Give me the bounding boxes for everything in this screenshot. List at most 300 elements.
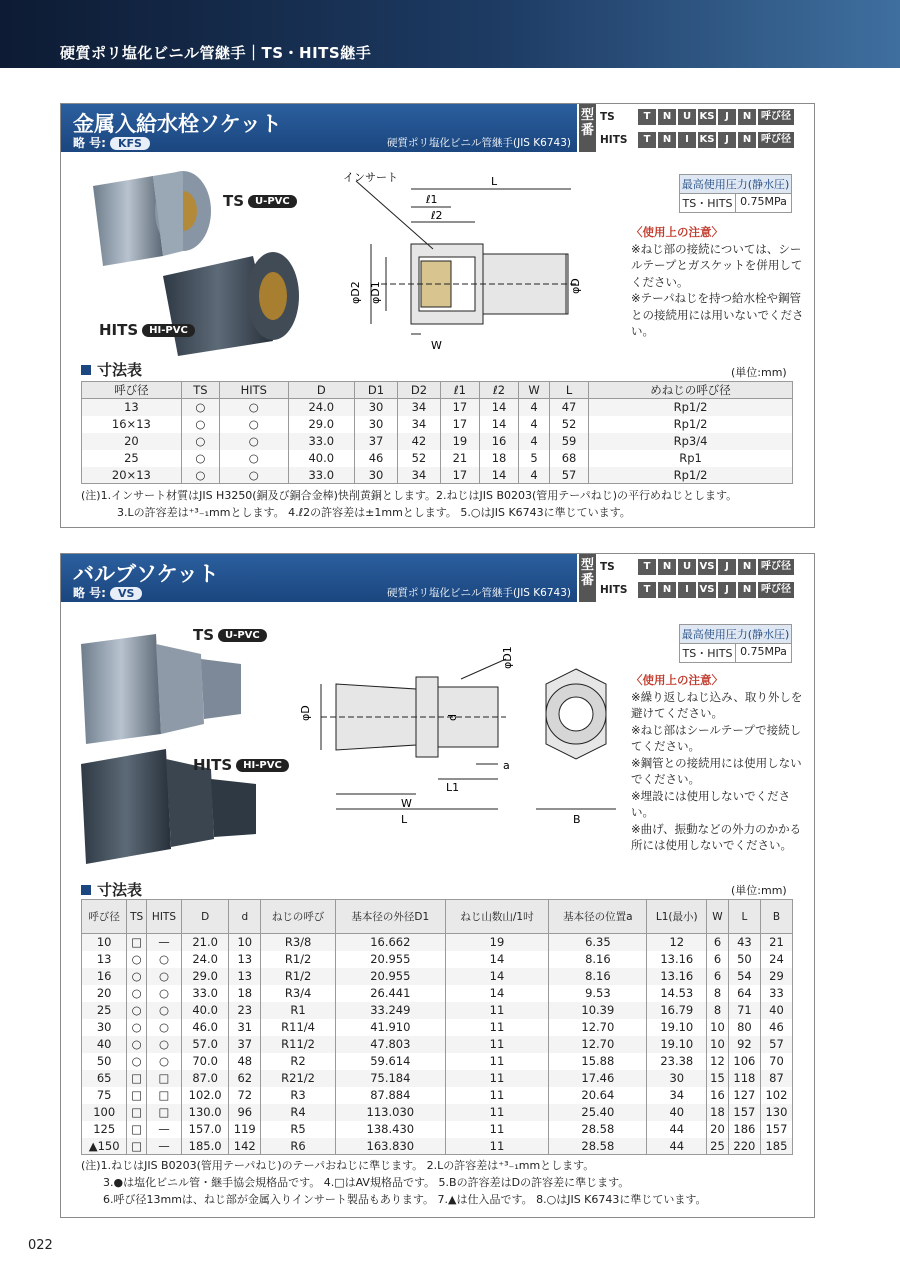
table-row [82,1087,793,1104]
diag-l2: ℓ2 [431,209,443,222]
footnote: 6.呼び径13mmは、ねじ部が金属入りインサート製品もあります。 7.▲は仕入品です。 8.○はJIS K6743に準じています。 [103,1193,707,1206]
table-cell: 18 [479,450,518,467]
table-row [82,968,793,985]
table-cell: 46.0 [181,1019,228,1036]
table-cell: 59.614 [335,1053,445,1070]
table-cell: 34 [647,1087,707,1104]
table-cell: 6 [707,934,729,951]
header-title: 硬質ポリ塩化ビニル管継手｜TS・HITS継手 [60,44,372,62]
dimension-diagram-kfs [341,169,581,359]
table-cell: 185 [760,1138,792,1155]
table-cell: 11 [445,1036,549,1053]
column-header: W [519,382,550,399]
table-row [82,1070,793,1087]
table-cell: 28.58 [549,1121,647,1138]
table-cell: 130 [760,1104,792,1121]
table-cell: 113.030 [335,1104,445,1121]
table-cell: 75.184 [335,1070,445,1087]
table-cell: 92 [728,1036,760,1053]
table-cell: — [146,1138,181,1155]
column-header: 基本径の外径D1 [335,900,445,934]
table-cell: 138.430 [335,1121,445,1138]
column-header: TS [127,900,147,934]
table-cell: 186 [728,1121,760,1138]
table-cell: □ [127,934,147,951]
standard-label: 硬質ポリ塩化ビニル管継手(JIS K6743) [387,137,571,149]
table-cell: ○ [181,467,219,484]
table-cell: 14 [445,951,549,968]
table-cell: 21 [440,450,479,467]
diag-D1: φD1 [369,281,382,304]
table-cell: ○ [127,951,147,968]
table-cell: 14.53 [647,985,707,1002]
section-title-bar [61,104,577,152]
table-cell: 9.53 [549,985,647,1002]
table-cell: 185.0 [181,1138,228,1155]
diag-L1: L1 [446,781,460,794]
table-cell: 68 [550,450,589,467]
diag-L: L [491,175,498,188]
usage-notes: 〈使用上の注意〉 ※ねじ部の接続については、シールテープとガスケットを併用してください。 ※テーパねじを持つ給水栓や鋼管との接続用には用いないでください。 [631,224,811,340]
table-cell: R11/2 [261,1036,336,1053]
table-cell: ○ [146,1036,181,1053]
photo-label-ts: TS U-PVC [193,626,267,644]
table-cell: 130.0 [181,1104,228,1121]
table-cell: R11/4 [261,1019,336,1036]
unit-label: (単位:mm) [731,366,787,379]
type-tag: 型番 [579,104,596,152]
table-cell: 4 [519,467,550,484]
type-row-hits: HITS T N I KS J N 呼び径 [598,129,816,151]
table-cell: 15.88 [549,1053,647,1070]
table-cell: 33.249 [335,1002,445,1019]
table-cell: 19 [440,433,479,450]
table-cell: ○ [220,416,288,433]
column-header: L [728,900,760,934]
table-cell: ○ [146,951,181,968]
table-cell: ○ [127,985,147,1002]
table-cell: 65 [82,1070,127,1087]
table-cell: 46 [760,1019,792,1036]
table-cell: 20.955 [335,951,445,968]
table-cell: 43 [728,934,760,951]
table-cell: 12 [647,934,707,951]
table-cell: 20 [707,1121,729,1138]
column-header: HITS [146,900,181,934]
table-cell: 11 [445,1053,549,1070]
diag-B: B [573,813,581,826]
table-cell: 13.16 [647,968,707,985]
table-cell: 20.64 [549,1087,647,1104]
table-row [82,1019,793,1036]
table-cell: 16 [479,433,518,450]
table-cell: 17.46 [549,1070,647,1087]
dimension-table-title: 寸法表 [81,879,142,900]
table-cell: 118 [728,1070,760,1087]
column-header: めねじの呼び径 [589,382,793,399]
table-cell: 4 [519,416,550,433]
table-cell: 24.0 [288,399,355,416]
column-header: 呼び径 [82,900,127,934]
table-cell: ○ [181,450,219,467]
table-cell: 33.0 [288,467,355,484]
table-cell: 70 [760,1053,792,1070]
table-row [82,1036,793,1053]
dimension-table-vs [81,899,793,1155]
table-cell: 11 [445,1087,549,1104]
table-cell: 87 [760,1070,792,1087]
table-cell: 30 [647,1070,707,1087]
table-cell: □ [146,1087,181,1104]
table-cell: 31 [229,1019,261,1036]
table-cell: R5 [261,1121,336,1138]
table-cell: 40.0 [181,1002,228,1019]
table-cell: □ [127,1104,147,1121]
pressure-box: 最高使用圧力(静水圧) TS・HITS 0.75MPa [679,624,792,663]
table-cell: 42 [397,433,440,450]
table-cell: 57.0 [181,1036,228,1053]
table-cell: 16.79 [647,1002,707,1019]
footnote: (注)1.ねじはJIS B0203(管用テーパねじ)のテーパおねじに準じます。 2.Lの許容差は⁺³₋₁mmとします。 [81,1159,595,1172]
table-cell: □ [127,1138,147,1155]
table-cell: 75 [82,1087,127,1104]
table-cell: 34 [397,467,440,484]
table-cell: □ [146,1070,181,1087]
table-cell: 26.441 [335,985,445,1002]
table-cell: ○ [146,1053,181,1070]
table-cell: ○ [181,433,219,450]
table-cell: 11 [445,1019,549,1036]
table-cell: Rp1/2 [589,416,793,433]
table-cell: 125 [82,1121,127,1138]
table-cell: 17 [440,416,479,433]
column-header: L1(最小) [647,900,707,934]
table-cell: 37 [229,1036,261,1053]
table-cell: 8.16 [549,968,647,985]
table-cell: 16 [707,1087,729,1104]
table-cell: 34 [397,399,440,416]
table-row [82,1053,793,1070]
diag-L: L [401,813,408,826]
table-cell: □ [127,1087,147,1104]
table-cell: 4 [519,433,550,450]
table-cell: ○ [146,1019,181,1036]
note: ※繰り返しねじ込み、取り外しを避けてください。 [631,689,803,720]
table-cell: 102.0 [181,1087,228,1104]
standard-label: 硬質ポリ塩化ビニル管継手(JIS K6743) [387,587,571,599]
table-cell: R6 [261,1138,336,1155]
section-title-bar [61,554,577,602]
table-cell: 34 [397,416,440,433]
table-cell: 50 [82,1053,127,1070]
diag-d: d [446,714,459,721]
table-cell: 157 [760,1121,792,1138]
table-cell: 6.35 [549,934,647,951]
dimension-table-kfs [81,381,793,484]
table-cell: 47 [550,399,589,416]
table-cell: 44 [647,1138,707,1155]
table-cell: 40.0 [288,450,355,467]
table-cell: 11 [445,1070,549,1087]
table-cell: 24 [760,951,792,968]
note: ※ねじ部はシールテープで接続してください。 [631,722,802,753]
table-cell: 6 [707,951,729,968]
table-cell: 30 [82,1019,127,1036]
column-header: ℓ1 [440,382,479,399]
note: ※埋設には使用しないでください。 [631,788,791,819]
note: ※テーパねじを持つ給水栓や鋼管との接続用には用いないでください。 [631,291,804,338]
column-header: ねじの呼び [261,900,336,934]
table-cell: 14 [479,467,518,484]
table-cell: 19 [445,934,549,951]
table-cell: 8 [707,1002,729,1019]
section-title: バルブソケット [73,562,219,586]
product-photo-vs [76,619,276,869]
table-cell: 10 [707,1036,729,1053]
table-cell: 106 [728,1053,760,1070]
table-cell: R1/2 [261,951,336,968]
abbr: 略 号: KFS [73,134,150,151]
table-cell: 13 [229,951,261,968]
table-cell: 14 [445,968,549,985]
table-cell: Rp3/4 [589,433,793,450]
table-cell: 13.16 [647,951,707,968]
table-row [82,1002,793,1019]
table-cell: 4 [519,399,550,416]
photo-label-ts: TS U-PVC [223,192,297,210]
table-cell: 29.0 [288,416,355,433]
table-cell: □ [146,1104,181,1121]
table-cell: 41.910 [335,1019,445,1036]
abbr-badge: VS [110,587,142,600]
table-cell: □ [127,1070,147,1087]
column-header: d [229,900,261,934]
type-row-ts: TS T N U VS J N 呼び径 [598,556,816,578]
table-cell: 11 [445,1121,549,1138]
diag-D2: φD2 [349,281,362,304]
table-cell: 40 [647,1104,707,1121]
table-row [82,433,793,450]
table-cell: R4 [261,1104,336,1121]
dimension-diagram-vs [299,646,621,834]
table-cell: 25 [82,1002,127,1019]
dimension-table-title: 寸法表 [81,359,142,380]
table-cell: 5 [519,450,550,467]
table-cell: 30 [355,467,398,484]
table-cell: ○ [146,1002,181,1019]
table-cell: 25 [82,450,182,467]
table-cell: R3 [261,1087,336,1104]
table-cell: 25.40 [549,1104,647,1121]
table-cell: 15 [707,1070,729,1087]
diag-insert: インサート [343,171,398,184]
table-cell: 119 [229,1121,261,1138]
table-cell: 30 [355,399,398,416]
usage-notes: 〈使用上の注意〉 ※繰り返しねじ込み、取り外しを避けてください。 ※ねじ部はシールテープで接続してください。 ※鋼管との接続用には使用しないでください。 ※埋設には使用しないでください。 ※曲げ、振動などの外力のかかる所には使用しないでください。 [631,672,811,854]
table-cell: R1/2 [261,968,336,985]
diag-D1: φD1 [501,646,514,669]
pressure-box: 最高使用圧力(静水圧) TS・HITS 0.75MPa [679,174,792,213]
table-cell: 6 [707,968,729,985]
table-row [82,1104,793,1121]
table-cell: 20×13 [82,467,182,484]
table-cell: 157.0 [181,1121,228,1138]
column-header: L [550,382,589,399]
table-row [82,985,793,1002]
table-cell: 10.39 [549,1002,647,1019]
table-cell: 18 [707,1104,729,1121]
table-cell: 70.0 [181,1053,228,1070]
column-header: D [181,900,228,934]
table-cell: 12 [707,1053,729,1070]
table-cell: R1 [261,1002,336,1019]
table-cell: 17 [440,467,479,484]
column-header: HITS [220,382,288,399]
table-row [82,1121,793,1138]
table-cell: 28.58 [549,1138,647,1155]
table-cell: 14 [479,416,518,433]
table-cell: 13 [82,951,127,968]
table-cell: 21 [760,934,792,951]
table-cell: Rp1/2 [589,467,793,484]
table-cell: 37 [355,433,398,450]
table-row [82,399,793,416]
table-cell: 29 [760,968,792,985]
table-cell: ○ [181,399,219,416]
diag-l1: ℓ1 [426,193,438,206]
table-cell: 47.803 [335,1036,445,1053]
table-cell: 30 [355,416,398,433]
table-cell: 40 [760,1002,792,1019]
footnote: 3.●は塩化ビニル管・継手協会規格品です。 4.□はAV規格品です。 5.Bの許容差はDの許容差に準じます。 [103,1176,630,1189]
photo-label-hits: HITS HI-PVC [193,756,289,774]
table-cell: 220 [728,1138,760,1155]
table-cell: 87.884 [335,1087,445,1104]
table-cell: ○ [127,1053,147,1070]
table-cell: ○ [181,416,219,433]
table-cell: ○ [220,467,288,484]
table-row [82,450,793,467]
table-cell: 50 [728,951,760,968]
type-tag: 型番 [579,554,596,602]
page-number: 022 [28,1238,53,1253]
table-cell: 23 [229,1002,261,1019]
table-cell: R3/8 [261,934,336,951]
table-cell: 13 [229,968,261,985]
page-header [0,0,900,68]
table-cell: ○ [146,985,181,1002]
table-cell: 71 [728,1002,760,1019]
table-cell: 33.0 [181,985,228,1002]
table-cell: 12.70 [549,1036,647,1053]
unit-label: (単位:mm) [731,884,787,897]
footnote: 3.Lの許容差は⁺³₋₁mmとします。 4.ℓ2の許容差は±1mmとします。 5.○はJIS K6743に準じています。 [117,506,631,519]
table-cell: 14 [445,985,549,1002]
section-kfs [60,103,815,528]
table-cell: 72 [229,1087,261,1104]
column-header: B [760,900,792,934]
table-cell: 46 [355,450,398,467]
column-header: TS [181,382,219,399]
abbr-badge: KFS [110,137,150,150]
table-cell: ○ [127,1019,147,1036]
table-cell: 13 [82,399,182,416]
table-cell: 163.830 [335,1138,445,1155]
table-cell: 8 [707,985,729,1002]
diag-W: W [401,797,412,810]
table-cell: 96 [229,1104,261,1121]
table-cell: 64 [728,985,760,1002]
table-cell: 142 [229,1138,261,1155]
table-cell: 14 [479,399,518,416]
table-cell: Rp1 [589,450,793,467]
table-cell: 48 [229,1053,261,1070]
diag-D: φD [299,705,312,721]
table-cell: Rp1/2 [589,399,793,416]
table-cell: 44 [647,1121,707,1138]
column-header: D [288,382,355,399]
type-row-ts: TS T N U KS J N 呼び径 [598,106,816,128]
table-row [82,951,793,968]
table-cell: 157 [728,1104,760,1121]
diag-D: φD [569,278,582,294]
table-cell: ○ [127,968,147,985]
table-cell: 62 [229,1070,261,1087]
table-cell: 10 [707,1019,729,1036]
table-cell: 25 [707,1138,729,1155]
section-title: 金属入給水栓ソケット [73,112,282,136]
table-cell: 17 [440,399,479,416]
table-cell: 40 [82,1036,127,1053]
table-cell: 23.38 [647,1053,707,1070]
table-cell: 11 [445,1138,549,1155]
table-cell: 20 [82,985,127,1002]
footnote: (注)1.インサート材質はJIS H3250(銅及び銅合金棒)快削黄銅とします。2.ねじはJIS B0203(管用テーパねじ)の平行めねじとします。 [81,489,738,502]
table-cell: 19.10 [647,1019,707,1036]
column-header: D2 [397,382,440,399]
table-cell: 29.0 [181,968,228,985]
table-cell: ○ [146,968,181,985]
table-cell: 87.0 [181,1070,228,1087]
table-cell: 52 [397,450,440,467]
table-cell: 19.10 [647,1036,707,1053]
table-row [82,416,793,433]
table-cell: — [146,1121,181,1138]
table-cell: 10 [82,934,127,951]
table-cell: 18 [229,985,261,1002]
table-row [82,934,793,951]
table-cell: ○ [127,1036,147,1053]
table-cell: 8.16 [549,951,647,968]
table-cell: 127 [728,1087,760,1104]
table-cell: 59 [550,433,589,450]
note: ※曲げ、振動などの外力のかかる所には使用しないでください。 [631,821,802,852]
note: ※ねじ部の接続については、シールテープとガスケットを併用してください。 [631,241,803,289]
table-cell: 16.662 [335,934,445,951]
table-cell: 100 [82,1104,127,1121]
table-cell: 10 [229,934,261,951]
table-cell: 12.70 [549,1019,647,1036]
table-cell: 21.0 [181,934,228,951]
table-row [82,467,793,484]
type-row-hits: HITS T N I VS J N 呼び径 [598,579,816,601]
table-cell: R21/2 [261,1070,336,1087]
table-cell: 20 [82,433,182,450]
table-cell: 57 [550,467,589,484]
table-cell: 57 [760,1036,792,1053]
table-cell: 16 [82,968,127,985]
column-header: ねじ山数山/1吋 [445,900,549,934]
